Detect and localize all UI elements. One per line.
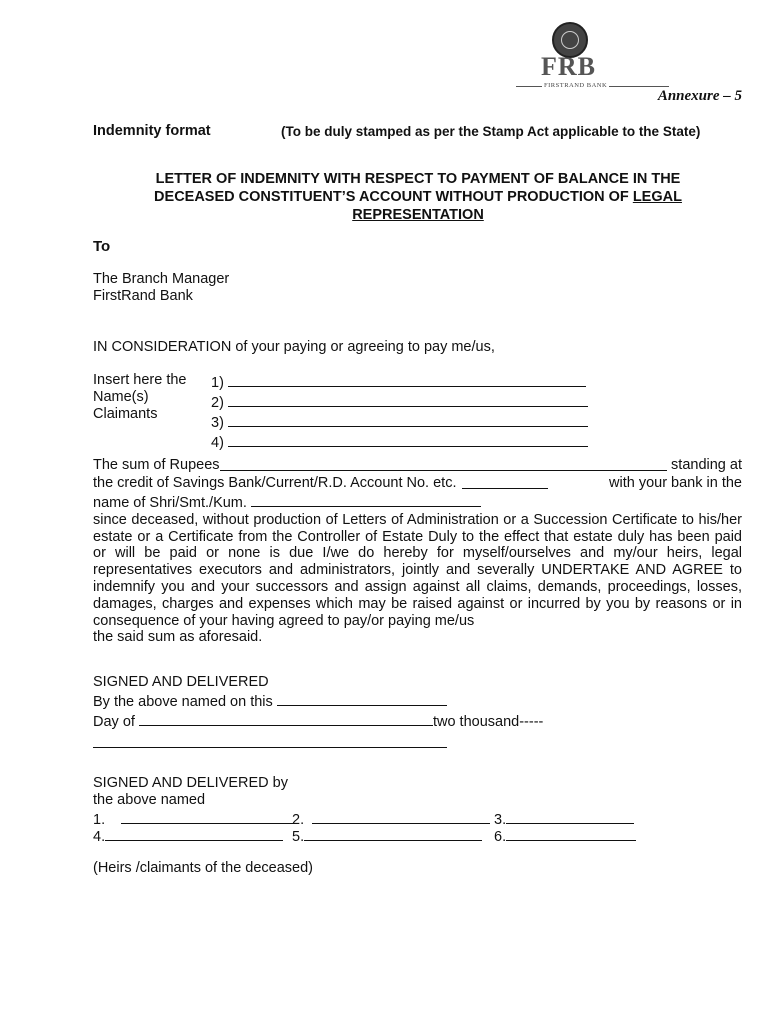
above-named-label: the above named <box>93 792 206 808</box>
heading-line-3: REPRESENTATION <box>352 207 484 223</box>
logo-rule-left <box>516 86 542 87</box>
sum-label: The sum of Rupees <box>93 457 220 474</box>
heading-line-1: LETTER OF INDEMNITY WITH RESPECT TO PAYMENT OF BALANCE IN THE <box>155 171 681 187</box>
signature-row-2 <box>93 826 283 846</box>
signature-blank-field[interactable] <box>506 809 634 824</box>
indemnity-text-last: the said sum as aforesaid. <box>93 629 263 646</box>
claimant-row <box>211 392 588 412</box>
claimant-number: 1) <box>211 375 224 391</box>
heirs-note: (Heirs /claimants of the deceased) <box>93 860 314 876</box>
month-blank-field[interactable] <box>139 711 433 726</box>
claimant-blank-field[interactable] <box>228 412 588 427</box>
heading-line-2-underlined: LEGAL <box>632 189 682 205</box>
credit-row <box>93 474 742 492</box>
logo-subtitle: FIRSTRAND BANK <box>544 82 608 89</box>
logo-name: FRB <box>541 52 596 81</box>
signature-blank-field[interactable] <box>304 826 482 841</box>
stamp-note: (To be duly stamped as per the Stamp Act applicable to the State) <box>281 124 701 139</box>
signature-blank-field[interactable] <box>312 809 490 824</box>
claimants-label-3: Claimants <box>93 406 158 422</box>
claimant-blank-field[interactable] <box>228 432 588 447</box>
account-number-blank[interactable] <box>462 474 548 489</box>
indemnity-body <box>93 456 742 646</box>
name-row <box>93 492 742 512</box>
signature-number: 6. <box>494 829 507 845</box>
claimants-label-1: Insert here the <box>93 372 187 388</box>
logo-rule-right <box>609 86 669 87</box>
signature-number: 4. <box>93 829 106 845</box>
signature-number: 5. <box>292 829 305 845</box>
date-blank-field[interactable] <box>277 691 447 706</box>
addressee-line-1: The Branch Manager <box>93 271 230 287</box>
signature-blank-field[interactable] <box>506 826 636 841</box>
letter-heading <box>93 170 743 224</box>
with-bank-text: with your bank in the <box>609 475 742 492</box>
frb-logo <box>517 22 627 92</box>
format-title: Indemnity format <box>93 123 211 139</box>
on-this-row <box>93 691 543 711</box>
annexure-label: Annexure – 5 <box>657 88 742 104</box>
claimants-label-2: Name(s) <box>93 389 149 405</box>
heading-line-2-text: DECEASED CONSTITUENT’S ACCOUNT WITHOUT PRODUCTION OF <box>154 189 633 205</box>
on-this-label: By the above named on this <box>93 694 273 710</box>
claimants-label <box>93 372 187 423</box>
signed-section-2 <box>93 775 288 809</box>
name-label: name of Shri/Smt./Kum. <box>93 495 247 511</box>
signature-blank-field[interactable] <box>121 809 299 824</box>
heading-line-2 <box>93 188 743 206</box>
addressee <box>93 271 229 305</box>
consideration-text: IN CONSIDERATION of your paying or agreeing to pay me/us, <box>93 339 495 355</box>
sum-blank-field[interactable] <box>220 456 668 471</box>
claimant-lines <box>211 372 588 452</box>
two-thousand-text: two thousand----- <box>432 714 544 730</box>
claimant-row <box>211 432 588 452</box>
claimant-number: 3) <box>211 415 224 431</box>
day-of-row <box>93 711 543 731</box>
day-of-label: Day of <box>93 714 135 730</box>
year-blank-field[interactable] <box>93 733 447 748</box>
signature-number: 1. <box>93 812 106 828</box>
signature-blank-field[interactable] <box>105 826 283 841</box>
claimant-row <box>211 412 588 432</box>
signed-title-2: SIGNED AND DELIVERED by <box>93 775 288 791</box>
credit-label: the credit of Savings Bank/Current/R.D. Account No. etc. <box>93 475 457 492</box>
to-label: To <box>93 238 111 255</box>
signed-title-1: SIGNED AND DELIVERED <box>93 674 269 690</box>
signature-number: 2. <box>292 812 305 828</box>
claimant-blank-field[interactable] <box>228 392 588 407</box>
claimant-number: 2) <box>211 395 224 411</box>
year-row <box>93 733 543 753</box>
signature-row-2b <box>292 826 482 846</box>
sum-row <box>93 456 742 474</box>
addressee-line-2: FirstRand Bank <box>93 288 193 304</box>
standing-at-text: standing at <box>671 457 742 474</box>
indemnity-text: since deceased, without production of Letters of Administration or a Succession Certificate to his/her estate or a Certificate from the Controller of Estate Duly to the effect that estate duly has been paid or will be paid or none is due I/we do hereby for myself/ourselves and my/our heirs, legal representatives executors and administrators, jointly and severally UNDERTAKE AND AGREE to indemnify you and your successors and assign against all claims, demands, proceedings, losses, damages, charges and expenses which may be raised against or incurred by you by reasons or in consequence of your having agreed to pay/or paying me/us <box>93 511 742 629</box>
claimant-number: 4) <box>211 435 224 451</box>
claimant-blank-field[interactable] <box>228 372 586 387</box>
signature-number: 3. <box>494 812 507 828</box>
signature-row-2c <box>494 826 636 846</box>
claimant-row <box>211 372 588 392</box>
signed-section-1 <box>93 674 543 753</box>
deceased-name-blank[interactable] <box>251 492 481 507</box>
